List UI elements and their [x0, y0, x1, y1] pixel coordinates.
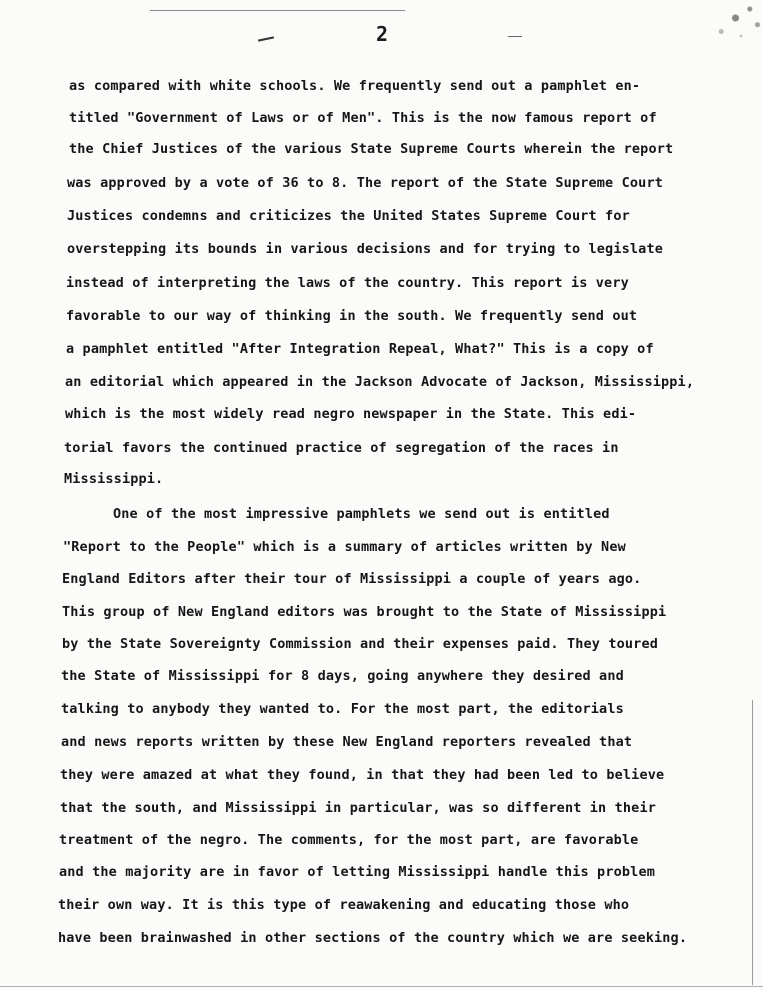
top-mark — [258, 36, 274, 41]
body-line: the Chief Justices of the various State Supreme Courts wherein the report — [69, 141, 674, 157]
body-line: talking to anybody they wanted to. For the most part, the editorials — [61, 701, 624, 717]
body-line: as compared with white schools. We frequently send out a pamphlet en- — [69, 78, 641, 94]
top-rule — [150, 10, 405, 11]
body-line: which is the most widely read negro newspaper in the State. This edi- — [65, 406, 637, 422]
body-line: the State of Mississippi for 8 days, going anywhere they desired and — [61, 668, 624, 684]
body-line: favorable to our way of thinking in the south. We frequently send out — [66, 308, 638, 324]
body-line: an editorial which appeared in the Jackson Advocate of Jackson, Mississippi, — [65, 374, 695, 390]
body-line: One of the most impressive pamphlets we send out is entitled — [113, 506, 610, 522]
page-number: 2 — [376, 22, 389, 46]
page-edge-line — [752, 700, 753, 985]
body-line: torial favors the continued practice of segregation of the races in — [64, 440, 619, 456]
body-line: Mississippi. — [64, 471, 164, 487]
body-line: by the State Sovereignty Commission and their expenses paid. They toured — [62, 636, 658, 652]
body-line: have been brainwashed in other sections of the country which we are seeking. — [58, 930, 688, 946]
body-line: their own way. It is this type of reawakening and educating those who — [58, 897, 630, 913]
scan-speckle — [653, 0, 763, 45]
body-line: and news reports written by these New England reporters revealed that — [61, 734, 633, 750]
body-line: "Report to the People" which is a summary of articles written by New — [63, 539, 626, 555]
body-line: and the majority are in favor of letting Mississippi handle this problem — [59, 864, 655, 880]
body-line: titled "Government of Laws or of Men". This is the now famous report of — [69, 110, 657, 126]
body-line: treatment of the negro. The comments, for the most part, are favorable — [59, 832, 639, 848]
body-line: that the south, and Mississippi in particular, was so different in their — [60, 800, 656, 816]
body-line: Justices condemns and criticizes the United States Supreme Court for — [67, 208, 630, 224]
body-line: instead of interpreting the laws of the country. This report is very — [66, 275, 629, 291]
body-line: a pamphlet entitled "After Integration Repeal, What?" This is a copy of — [66, 341, 654, 357]
body-line: was approved by a vote of 36 to 8. The report of the State Supreme Court — [67, 175, 663, 191]
body-line: they were amazed at what they found, in that they had been led to believe — [60, 767, 665, 783]
body-line: England Editors after their tour of Mississippi a couple of years ago. — [62, 571, 642, 587]
body-line: This group of New England editors was brought to the State of Mississippi — [62, 604, 667, 620]
bottom-rule — [0, 986, 763, 987]
top-mark-right — [508, 36, 522, 37]
body-line: overstepping its bounds in various decisions and for trying to legislate — [67, 241, 663, 257]
